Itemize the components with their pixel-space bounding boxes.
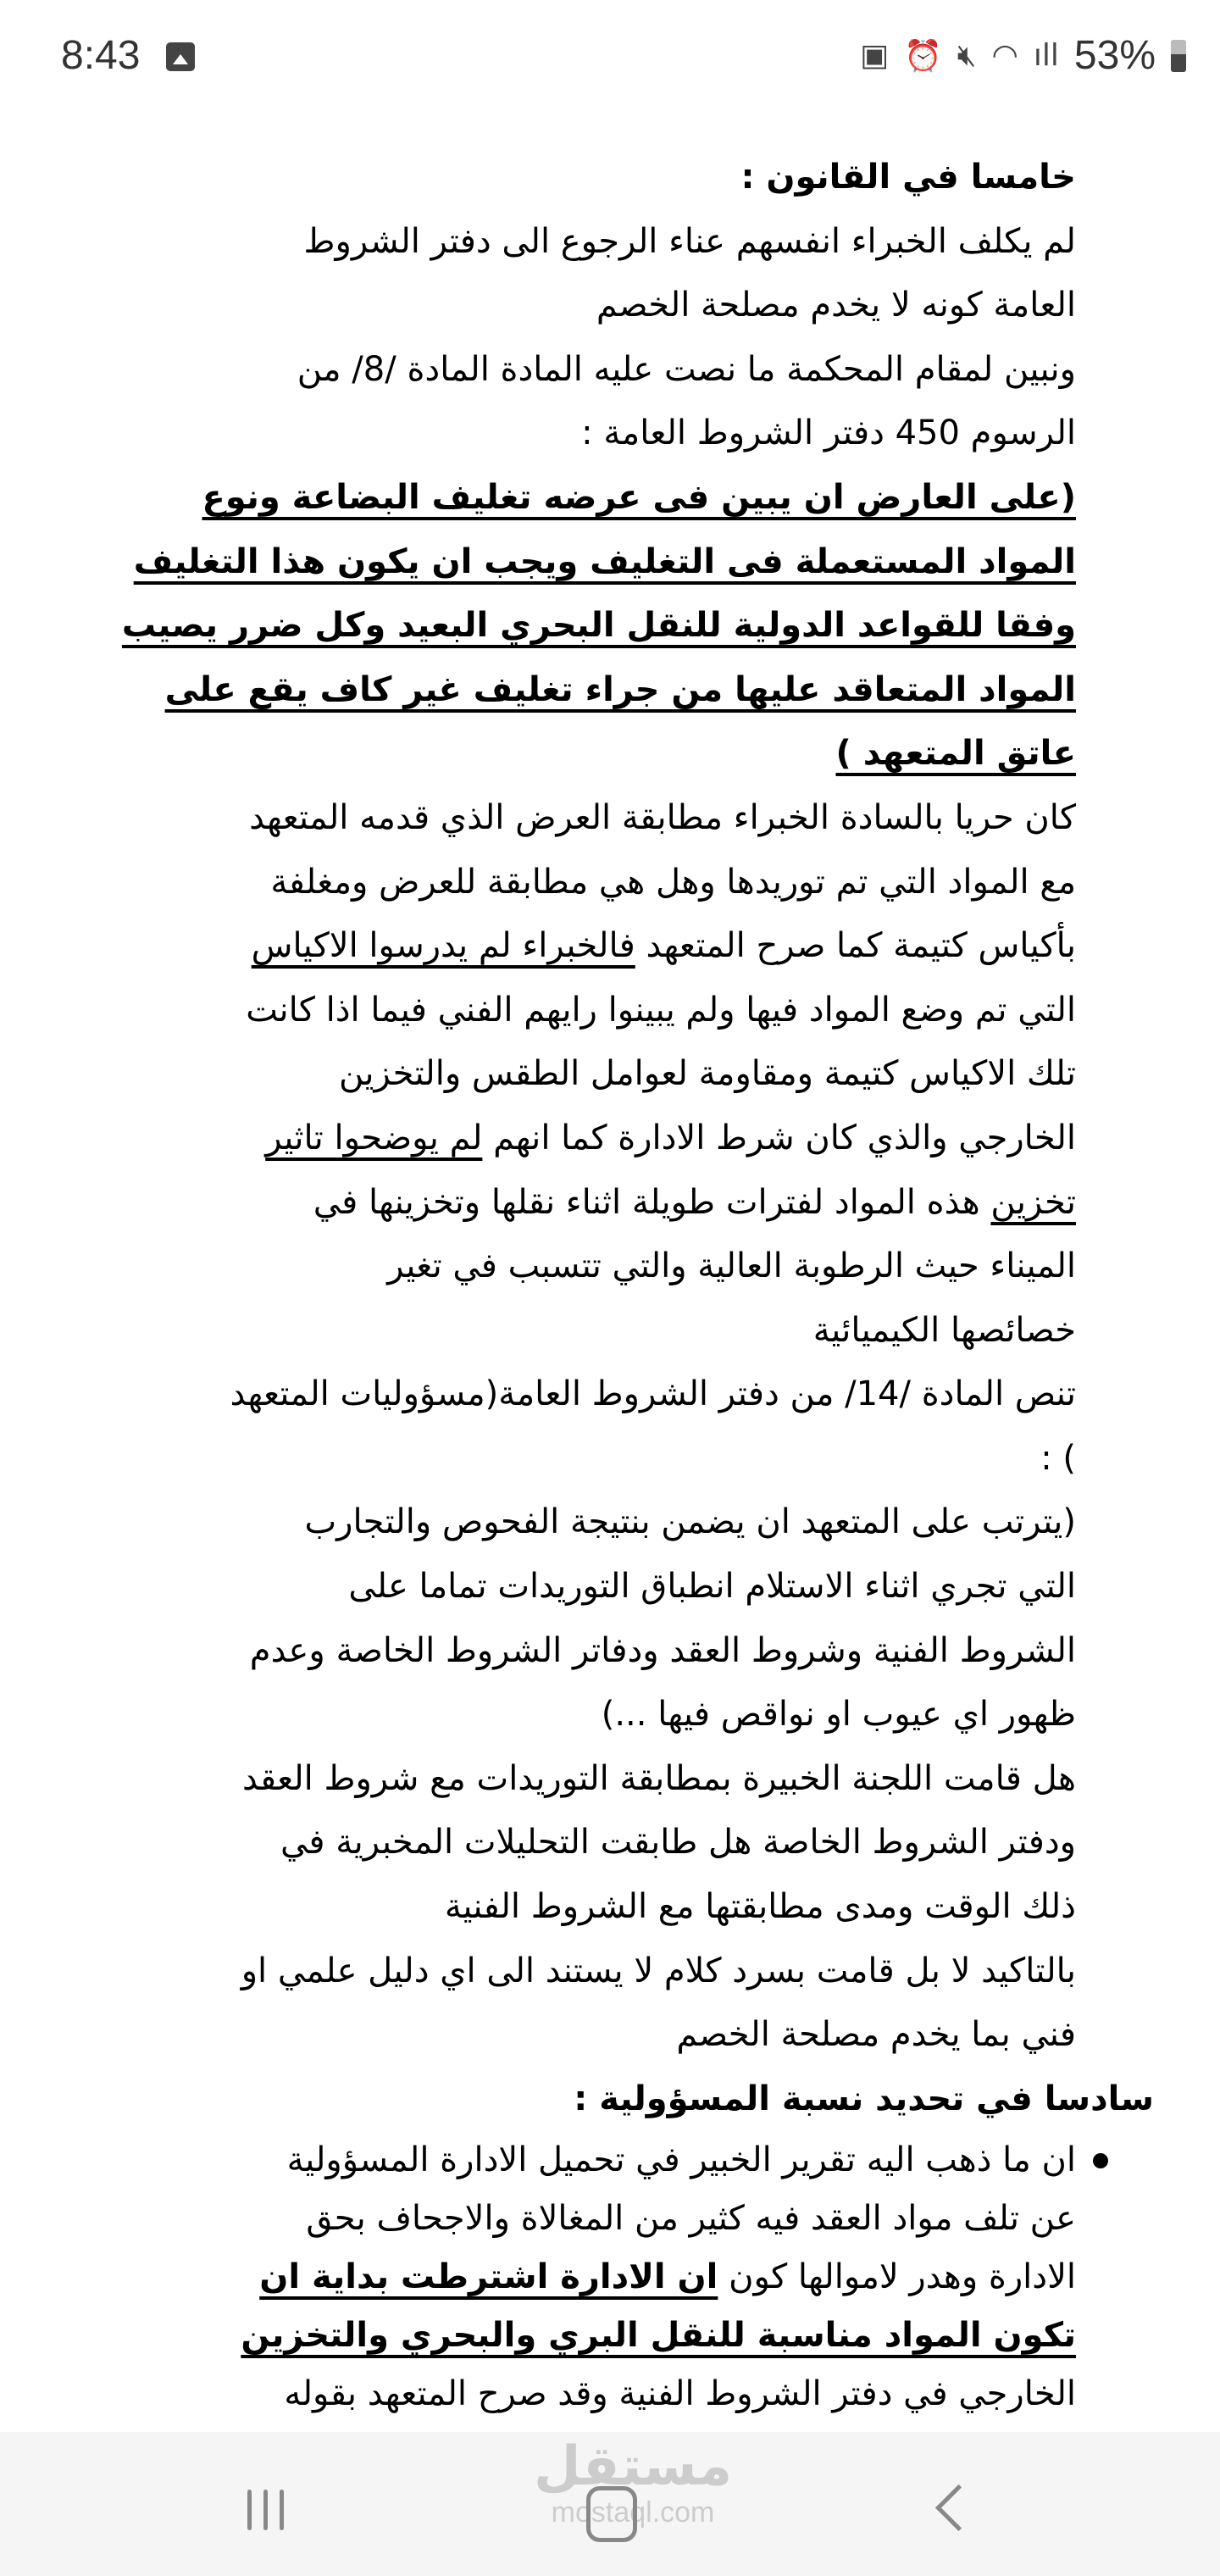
battery-icon: [1171, 40, 1186, 72]
text-line: [59, 1555, 1076, 1619]
text-segment: كان حريا بالسادة الخبراء مطابقة العرض الذي قدمه المتعهد: [249, 797, 1076, 837]
text-line: [59, 979, 1076, 1043]
text-segment: خصائصها الكيميائية: [812, 1310, 1076, 1350]
text-line: [59, 786, 1076, 851]
text-line: [59, 402, 1076, 466]
back-button[interactable]: [935, 2484, 982, 2531]
text-line: [59, 1875, 1076, 1940]
text-segment: فني بما يخدم مصلحة الخصم: [676, 2015, 1076, 2055]
text-segment: الميناء حيث الرطوبة العالية والتي تتسبب في تغير: [387, 1246, 1076, 1286]
status-icons: [860, 32, 1186, 79]
text-line: [59, 1491, 1076, 1555]
text-line: [59, 210, 1076, 275]
underlined-text: عاتق المتعهد ): [835, 734, 1076, 774]
text-line: [59, 851, 1076, 915]
text-segment: الادارة وهدر لاموالها كون: [718, 2257, 1076, 2296]
text-segment: مع المواد التي تم توريدها وهل هي مطابقة للعرض ومغلفة: [270, 862, 1076, 902]
watermark-latin: mostaql.com: [551, 2496, 715, 2529]
underlined-text: فالخبراء لم يدرسوا الاكياس: [251, 926, 635, 966]
text-line: [59, 722, 1076, 786]
text-line: [59, 1299, 1076, 1363]
battery-percent: 53%: [1073, 33, 1156, 78]
signal-icon: ıll: [1033, 38, 1059, 73]
bullet-list: [59, 2131, 1076, 2423]
text-line: [59, 1747, 1076, 1812]
text-line: [59, 2248, 1076, 2307]
home-button[interactable]: [586, 2486, 637, 2542]
document-body: [59, 146, 1154, 2131]
mute-icon: 🔇︎: [957, 37, 977, 73]
text-segment: عن تلف مواد العقد فيه كثير من المغالاة والاجحاف بحق: [306, 2199, 1076, 2238]
text-segment: التي تم وضع المواد فيها ولم يبينوا رايهم الفني فيما اذا كانت: [246, 990, 1076, 1030]
text-line: [59, 594, 1076, 658]
text-line: [59, 466, 1076, 530]
underlined-text: المواد المتعاقد عليها من جراء تغليف غير كاف يقع على: [164, 669, 1076, 709]
status-bar: [0, 0, 1220, 119]
underlined-text: وفقا للقواعد الدولية للنقل البحري البعيد وكل ضرر يصيب: [121, 606, 1076, 646]
text-line: [59, 1171, 1076, 1235]
watermark-arabic: مستقل: [534, 2435, 733, 2498]
text-line: [59, 1683, 1076, 1747]
text-segment: ظهور اي عيوب او نواقص فيها ...): [601, 1695, 1076, 1735]
text-segment: ونبين لمقام المحكمة ما نصت عليه المادة المادة /8/ من: [297, 349, 1076, 389]
text-segment: الشروط الفنية وشروط العقد ودفاتر الشروط الخاصة وعدم: [249, 1630, 1076, 1670]
text-segment: بأكياس كتيمة كما صرح المتعهد: [635, 926, 1076, 966]
text-line: [59, 1042, 1076, 1107]
text-line: [59, 2307, 1076, 2365]
text-segment: ان ما ذهب اليه تقرير الخبير في تحميل الادارة المسؤولية: [286, 2140, 1076, 2179]
text-segment: سادسا في تحديد نسبة المسؤولية :: [574, 2079, 1154, 2118]
text-line: [59, 2131, 1076, 2190]
text-line: [59, 1940, 1076, 2004]
text-segment: ودفتر الشروط الخاصة هل طابقت التحليلات المخبرية في: [280, 1823, 1076, 1863]
text-segment: هل قامت اللجنة الخبيرة بمطابقة التوريدات مع شروط العقد: [241, 1758, 1076, 1798]
underlined-text: لم يوضحوا تاثير: [265, 1118, 483, 1158]
text-line: [59, 658, 1076, 723]
alarm-icon: ⏰: [903, 38, 942, 74]
clock: 8:43: [61, 33, 141, 78]
text-line: [59, 1427, 1076, 1491]
text-line: [59, 274, 1076, 338]
navigation-bar: [0, 2432, 1220, 2576]
text-segment: ) :: [1040, 1438, 1076, 1478]
section-heading: [59, 146, 1076, 210]
text-line: [59, 1811, 1076, 1875]
text-segment: الرسوم 450 دفتر الشروط العامة :: [581, 414, 1076, 453]
text-line: [59, 1363, 1076, 1427]
text-line: [59, 914, 1076, 979]
underlined-text: تكون المواد مناسبة للنقل البري والبحري والتخزين: [241, 2316, 1076, 2355]
text-line: [59, 530, 1076, 595]
text-line: [59, 338, 1076, 402]
text-segment: الخارجي في دفتر الشروط الفنية وقد صرح المتعهد بقوله: [284, 2374, 1076, 2413]
text-segment: ذلك الوقت ومدى مطابقتها مع الشروط الفنية: [444, 1887, 1076, 1927]
text-segment: الخارجي والذي كان شرط الادارة كما انهم: [482, 1118, 1076, 1158]
text-segment: التي تجري اثناء الاستلام انطباق التوريدات تماما على: [348, 1567, 1076, 1607]
text-line: [59, 2003, 1076, 2068]
text-segment: بالتاكيد لا بل قامت بسرد كلام لا يستند الى اي دليل علمي او: [241, 1951, 1076, 1990]
underlined-text: (على العارض ان يبين فى عرضه تغليف البضاعة ونوع: [202, 477, 1076, 517]
text-line: [59, 2365, 1076, 2423]
text-segment: تنص المادة /14/ من دفتر الشروط العامة(مسؤوليات المتعهد: [230, 1374, 1076, 1414]
text-segment: لم يكلف الخبراء انفسهم عناء الرجوع الى دفتر الشروط: [303, 221, 1076, 261]
text-line: [59, 2190, 1076, 2248]
text-segment: تلك الاكياس كتيمة ومقاومة لعوامل الطقس والتخزين: [338, 1054, 1076, 1094]
text-segment: هذه المواد لفترات طويلة اثناء نقلها وتخزينها في: [313, 1182, 991, 1222]
section-heading: [59, 2068, 1154, 2132]
text-segment: خامسا في القانون :: [740, 158, 1076, 197]
gallery-notification-icon: [166, 42, 195, 71]
text-segment: (يترتب على المتعهد ان يضمن بنتيجة الفحوص والتجارب: [304, 1502, 1076, 1542]
recent-apps-button[interactable]: [247, 2490, 284, 2530]
underlined-text: المواد المستعملة فى التغليف ويجب ان يكون هذا التغليف: [133, 541, 1076, 581]
underlined-text: ان الادارة اشترطت بداية ان: [259, 2257, 718, 2296]
text-line: [59, 1107, 1076, 1171]
text-line: [59, 1235, 1076, 1299]
battery-saver-icon: ▣: [859, 38, 889, 73]
bullet-icon: [1093, 2153, 1108, 2168]
underlined-text: تخزين: [990, 1182, 1076, 1222]
wifi-icon: ◠: [991, 38, 1018, 73]
text-line: [59, 1619, 1076, 1684]
text-segment: العامة كونه لا يخدم مصلحة الخصم: [596, 286, 1076, 325]
